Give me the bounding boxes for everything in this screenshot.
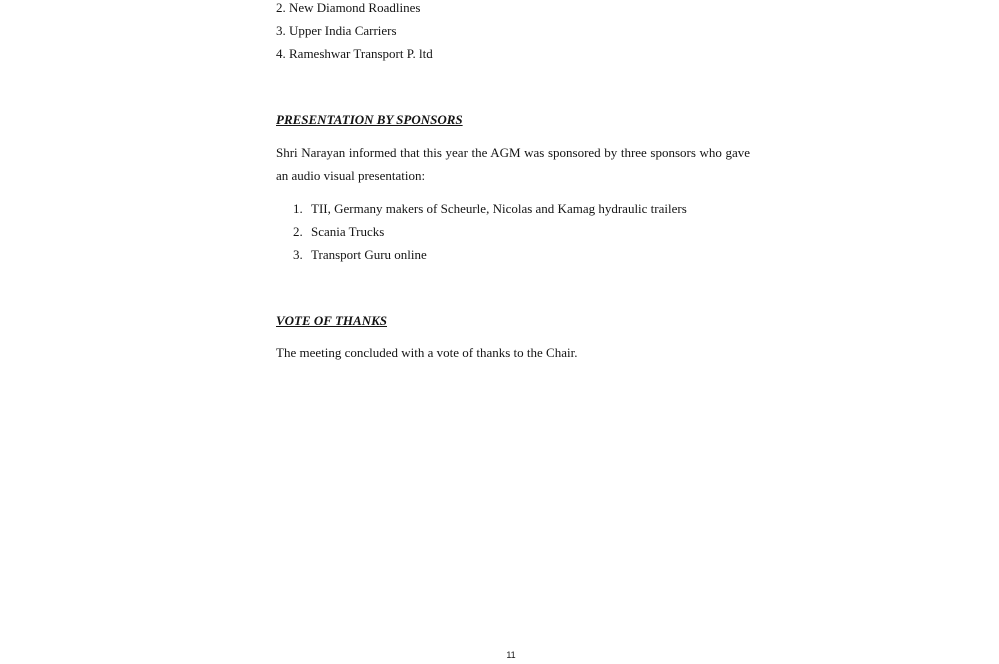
sponsors-paragraph: Shri Narayan informed that this year the AGM was sponsored by three sponsors who gave an audio visual presentation:	[276, 145, 750, 183]
sponsor-list-item	[276, 243, 687, 266]
list-text: Scania Trucks	[311, 224, 385, 239]
sponsor-list-item	[276, 220, 687, 243]
transporter-list-item: 2. New Diamond Roadlines	[276, 0, 421, 15]
list-number: 3.	[293, 247, 303, 262]
list-text: Transport Guru online	[311, 247, 427, 262]
thanks-paragraph: The meeting concluded with a vote of thanks to the Chair.	[276, 345, 578, 360]
list-number: 2.	[293, 224, 303, 239]
section-heading-vote-of-thanks: VOTE OF THANKS	[276, 313, 388, 328]
list-number: 1.	[293, 201, 303, 216]
sponsor-list-item	[276, 197, 687, 220]
sponsors-list	[276, 197, 687, 266]
page-number: 11	[506, 650, 516, 660]
list-text: TII, Germany makers of Scheurle, Nicolas and Kamag hydraulic trailers	[311, 201, 687, 216]
section-heading-sponsors: PRESENTATION BY SPONSORS	[276, 112, 463, 127]
transporter-list-item: 3. Upper India Carriers	[276, 23, 397, 38]
transporter-list-item: 4. Rameshwar Transport P. ltd	[276, 46, 433, 61]
